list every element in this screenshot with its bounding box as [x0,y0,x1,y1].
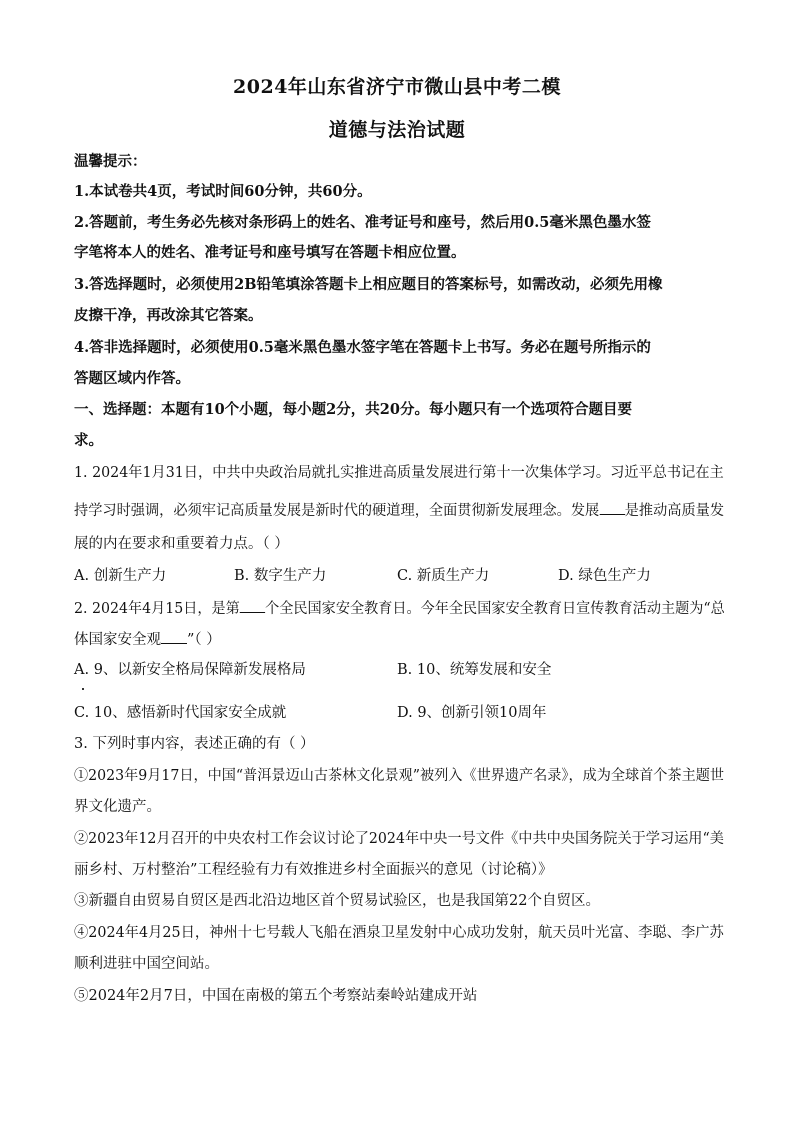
stray-mark [82,688,84,690]
q2-stem-line-1-b: 个全民国家安全教育日。今年全民国家安全教育日宣传教育活动主题为“总 [265,601,725,617]
tip-2-line-1: 2.答题前，考生务必先核对条形码上的姓名、准考证号和座号，然后用0.5毫米黑色墨水签 [74,214,651,231]
q2-option-a: A. 9、以新安全格局保障新发展格局 [74,662,306,678]
tip-1: 1.本试卷共4页，考试时间60分钟，共60分。 [74,183,372,200]
tip-4-line-1: 4.答非选择题时，必须使用0.5毫米黑色墨水签字笔在答题卡上书写。务必在题号所指示的 [74,339,651,356]
q3-item-4-line-2: 顺利进驻中国空间站。 [74,956,219,972]
answer-blank [161,629,187,644]
q3-item-2-line-1: ②2023年12月召开的中央农村工作会议讨论了2024年中央一号文件《中共中央国务院关于学习运用“美 [74,831,724,847]
q2-option-d: D. 9、创新引领10周年 [397,705,547,721]
q2-stem-line-2 [74,629,724,650]
answer-blank [599,500,624,515]
q3-item-2-line-2: 丽乡村、万村整治”工程经验有力有效推进乡村全面振兴的意见（讨论稿）》 [74,862,553,878]
q1-option-c: C. 新质生产力 [397,568,490,584]
q1-option-b: B. 数字生产力 [234,568,327,584]
tips-heading: 温馨提示： [74,153,147,170]
q2-stem-line-2-a: 体国家安全观 [74,632,161,648]
q1-option-d: D. 绿色生产力 [558,568,651,584]
q2-option-b: B. 10、统筹发展和安全 [397,662,552,678]
exam-title: 2024年山东省济宁市微山县中考二模 [233,76,561,98]
q3-item-5: ⑤2024年2月7日，中国在南极的第五个考察站秦岭站建成开站 [74,988,478,1004]
q2-stem-line-1 [74,598,725,619]
q3-stem: 3. 下列时事内容，表述正确的有（ ） [74,736,315,752]
q3-item-4-line-1: ④2024年4月25日，神州十七号载人飞船在酒泉卫星发射中心成功发射，航天员叶光富、李聪、李广苏 [74,925,724,941]
tip-3-line-2: 皮擦干净，再改涂其它答案。 [74,307,263,324]
tip-2-line-2: 字笔将本人的姓名、准考证号和座号填写在答题卡相应位置。 [74,244,466,261]
q3-item-1-line-1: ①2023年9月17日，中国“普洱景迈山古茶林文化景观”被列入《世界遗产名录》，成为全球首个茶主题世 [74,768,724,784]
q3-item-1-line-2: 界文化遗产。 [74,799,161,815]
section-heading-line-1: 一、选择题：本题有10个小题，每小题2分，共20分。每小题只有一个选项符合题目要 [74,401,632,418]
tip-3-line-1: 3.答选择题时，必须使用2B铅笔填涂答题卡上相应题目的答案标号，如需改动，必须先用橡 [74,276,663,293]
q1-stem-line-2-b: 是推动高质量发 [624,503,725,519]
q1-stem-line-1: 1. 2024年1月31日，中共中央政治局就扎实推进高质量发展进行第十一次集体学习。习近平总书记在主 [74,465,724,481]
q2-option-c: C. 10、感悟新时代国家安全成就 [74,705,287,721]
q3-item-3: ③新疆自由贸易自贸区是西北沿边地区首个贸易试验区，也是我国第22个自贸区。 [74,893,600,909]
section-heading-line-2: 求。 [74,432,103,449]
exam-subtitle: 道德与法治试题 [328,119,466,141]
q1-stem-line-2 [74,500,725,521]
q2-stem-line-1-a: 2. 2024年4月15日，是第 [74,601,240,617]
q1-stem-line-3: 展的内在要求和重要着力点。（ ） [74,536,289,552]
q2-stem-line-2-b: ”（ ） [187,632,221,648]
answer-blank [240,598,265,613]
q1-option-a: A. 创新生产力 [74,568,167,584]
tip-4-line-2: 答题区域内作答。 [74,370,190,387]
q1-stem-line-2-a: 持学习时强调，必须牢记高质量发展是新时代的硬道理，全面贯彻新发展理念。发展 [74,503,600,519]
